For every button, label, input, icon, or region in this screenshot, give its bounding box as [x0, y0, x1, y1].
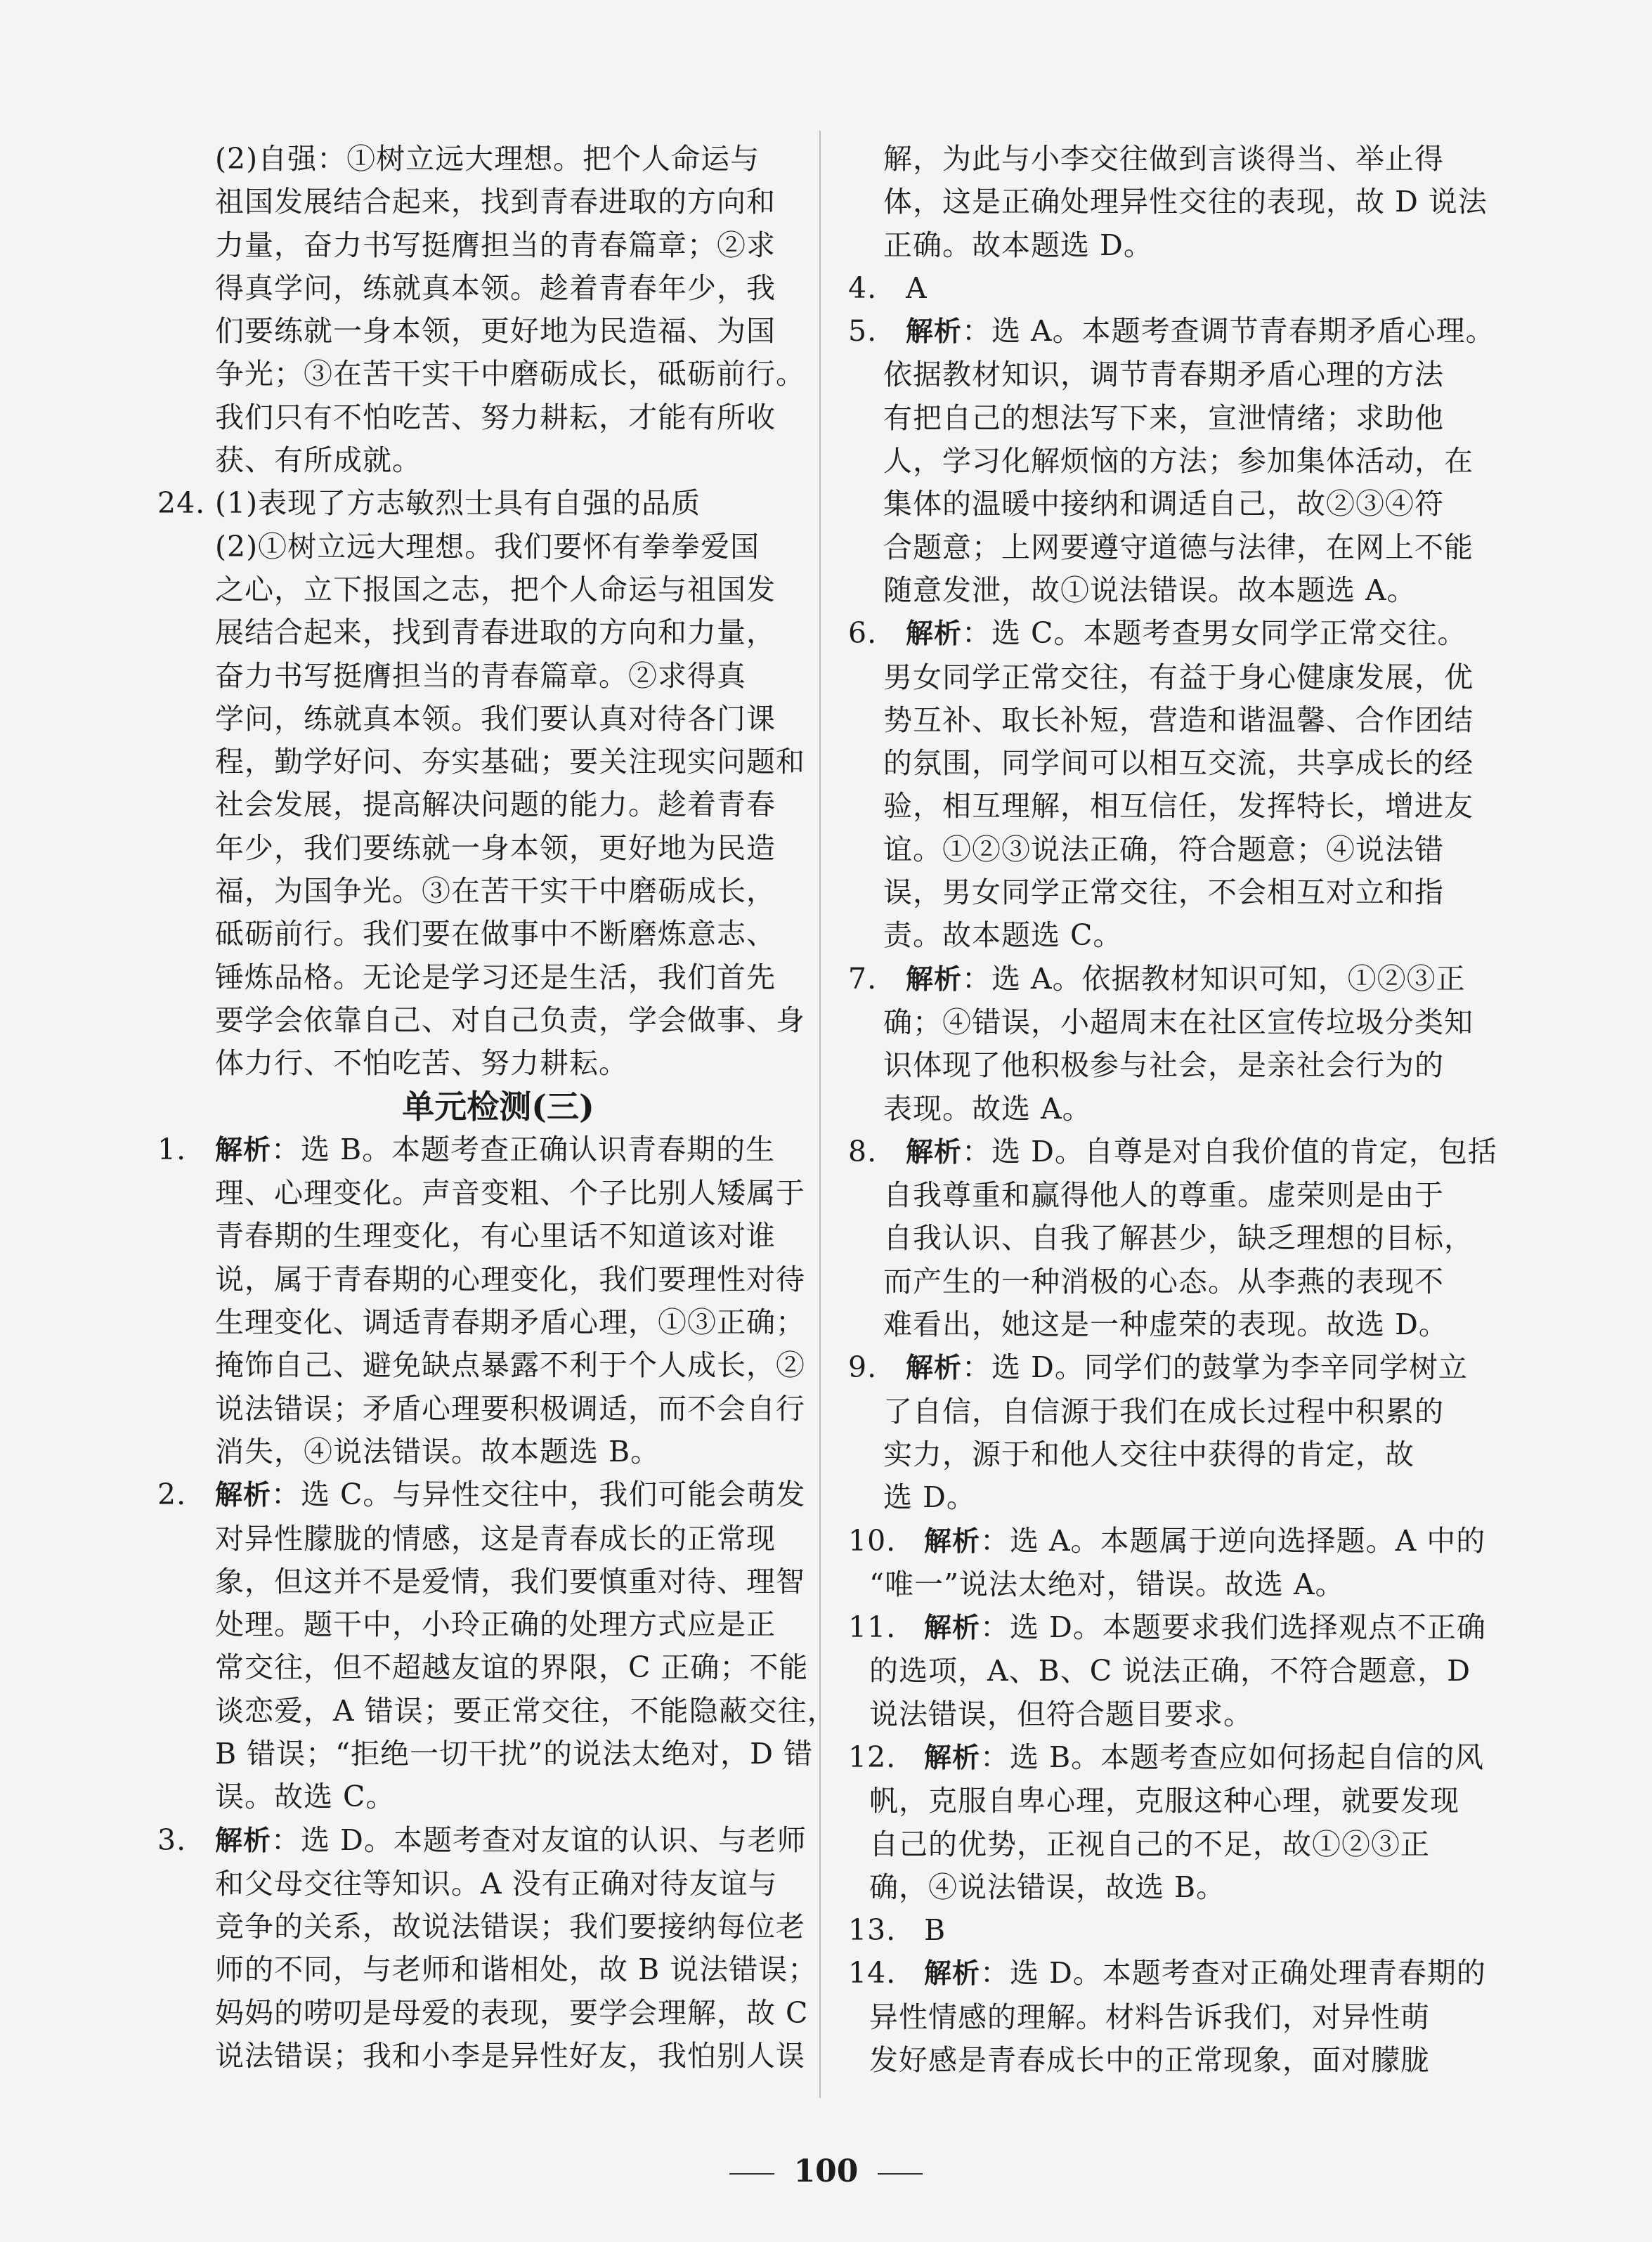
text-line	[157, 1646, 809, 1689]
text-line	[848, 440, 1495, 483]
line-text: 学问，练就真本领。我们要认真对待各门课	[215, 701, 776, 736]
line-text: 识体现了他积极参与社会，是亲社会行为的	[883, 1048, 1444, 1083]
line-text: 之心，立下报国之志，把个人命运与祖国发	[215, 572, 776, 606]
text-line	[157, 1819, 807, 1863]
text-line	[848, 656, 1495, 699]
line-text: 象，但这并不是爱情，我们要慎重对待、理智	[215, 1564, 805, 1598]
line-text: 祖国发展结合起来，找到青春进取的方向和	[215, 185, 776, 219]
left-column	[157, 138, 837, 2078]
analysis-keyword: 解析	[215, 1825, 272, 1857]
text-line	[848, 138, 1495, 181]
line-text: ：选 C。本题考查男女同学正常交往。	[962, 616, 1467, 651]
line-text: 说法错误，但符合题目要求。	[869, 1697, 1253, 1731]
line-text: 对异性朦胧的情感，这是青春成长的正常现	[215, 1521, 776, 1556]
line-text: ：选 A。依据教材知识可知，①②③正	[962, 961, 1466, 996]
line-text: 验，相互理解，相互信任，发挥特长，增进友	[883, 789, 1474, 823]
text-line	[157, 396, 797, 439]
text-line	[848, 958, 1495, 1001]
line-text: 难看出，她这是一种虚荣的表现。故选 D。	[883, 1308, 1448, 1342]
line-text: 社会发展，提高解决问题的能力。趁着青春	[215, 788, 776, 822]
line-text: 生理变化、调适青春期矛盾心理，①③正确；	[215, 1305, 805, 1340]
footer-dash-right	[878, 2173, 923, 2175]
line-text: ：选 B。本题考查正确认识青春期的生	[271, 1132, 776, 1166]
text-line	[157, 1690, 837, 1733]
analysis-keyword: 解析	[924, 1958, 981, 1990]
line-text: 依据教材知识，调节青春期矛盾心理的方法	[883, 358, 1444, 392]
column-divider	[819, 131, 821, 2098]
question-number: 11.	[848, 1610, 897, 1645]
line-text: 误。故选 C。	[215, 1780, 396, 1814]
line-text: 谊。①②③说法正确，符合题意；④说法错	[883, 832, 1444, 866]
line-text: 自我认识、自我了解甚少，缺乏理想的目标，	[883, 1221, 1474, 1256]
line-text: 我们只有不怕吃苦、努力耕耘，才能有所收	[215, 400, 776, 434]
line-text: 青春期的生理变化，有心里话不知道该对谁	[215, 1219, 776, 1253]
text-line	[157, 1775, 797, 1818]
line-text: ：选 C。与异性交往中，我们可能会萌发	[271, 1478, 806, 1512]
text-line	[157, 1128, 797, 1172]
section-title: 单元检测(三)	[402, 1087, 594, 1126]
line-text: ：选 A。本题属于逆向选择题。A 中的	[980, 1523, 1486, 1558]
line-text: 势互补、取长补短，营造和谐温馨、合作团结	[883, 703, 1474, 737]
text-line	[848, 1174, 1495, 1217]
line-text: 常交往，但不超越友谊的界限，C 正确；不能	[215, 1650, 809, 1685]
line-text: A	[906, 271, 928, 305]
text-line	[848, 1823, 1495, 1866]
text-line	[848, 1996, 1495, 2039]
line-text: (1)表现了方志敏烈士具有自强的品质	[215, 486, 701, 521]
text-line	[848, 914, 1495, 957]
text-line	[848, 397, 1495, 440]
text-line	[157, 655, 797, 698]
line-text: ：选 D。同学们的鼓掌为李辛同学树立	[962, 1350, 1468, 1385]
line-text: 谈恋爱，A 错误；要正常交往，不能隐蔽交往，	[215, 1693, 837, 1728]
line-text: ：选 D。本题要求我们选择观点不正确	[980, 1610, 1486, 1645]
line-text: 争光；③在苦干实干中磨砺成长，砥砺前行。	[215, 357, 805, 391]
text-line	[848, 1736, 1495, 1780]
text-line	[848, 828, 1495, 871]
text-line	[848, 310, 1495, 353]
line-text: “唯一”说法太绝对，错误。故选 A。	[869, 1567, 1345, 1601]
text-line	[157, 1042, 797, 1085]
line-text: 集体的温暖中接纳和调适自己，故②③④符	[883, 487, 1444, 521]
line-text: 责。故本题选 C。	[883, 918, 1123, 953]
line-text: 的氛围，同学间可以相互交流，共享成长的经	[883, 746, 1474, 781]
text-line	[157, 870, 797, 913]
line-text: 确，④说法错误，故选 B。	[869, 1870, 1226, 1904]
line-text: 处理。题干中，小玲正确的处理方式应是正	[215, 1608, 776, 1642]
text-line	[157, 1215, 797, 1258]
text-line	[157, 310, 797, 353]
text-line	[848, 224, 1495, 267]
line-text: 力量，奋力书写挺膺担当的青春篇章；②求	[215, 228, 776, 262]
line-text: 得真学问，练就真本领。趁着青春年少，我	[215, 271, 776, 305]
analysis-keyword: 解析	[906, 963, 963, 996]
line-text: 程，勤学好问、夯实基础；要关注现实问题和	[215, 745, 805, 779]
line-text: 正确。故本题选 D。	[883, 228, 1153, 262]
text-line	[157, 1863, 797, 1905]
text-line	[848, 1044, 1495, 1087]
text-line	[157, 1473, 806, 1517]
text-line	[848, 1088, 1495, 1130]
text-line	[157, 999, 805, 1042]
line-text: 砥砺前行。我们要在做事中不断磨炼意志、	[215, 917, 776, 951]
line-text: 实力，源于和他人交往中获得的肯定，故	[883, 1437, 1414, 1471]
text-line	[848, 742, 1495, 785]
line-text: 男女同学正常交往，有益于身心健康发展，优	[883, 660, 1474, 694]
line-text: 年少，我们要练就一身本领，更好地为民造	[215, 830, 776, 865]
text-line	[848, 1650, 1495, 1693]
text-line	[157, 698, 797, 741]
line-text: 发好感是青春成长中的正常现象，面对朦胧	[869, 2043, 1430, 2078]
line-text: 确；④错误，小超周末在社区宣传垃圾分类知	[883, 1005, 1474, 1039]
line-text: 消失，④说法错误。故本题选 B。	[215, 1434, 661, 1468]
text-line	[157, 1733, 813, 1775]
text-line	[157, 1301, 805, 1344]
line-text: 锤炼品格。无论是学习还是生活，我们首先	[215, 960, 776, 994]
text-line	[157, 611, 797, 654]
text-line	[157, 1992, 809, 2035]
right-column	[848, 138, 1495, 2082]
question-number: 6.	[848, 616, 878, 651]
line-text: (2)自强：①树立远大理想。把个人命运与	[215, 142, 760, 176]
text-line	[848, 699, 1495, 742]
text-line	[157, 1172, 805, 1215]
text-line	[848, 526, 1495, 569]
line-text: 掩饰自己、避免缺点暴露不利于个人成长，②	[215, 1348, 805, 1383]
text-line	[848, 1390, 1495, 1433]
line-text: 合题意；上网要遵守道德与法律，在网上不能	[883, 530, 1474, 564]
line-text: 和父母交往等知识。A 没有正确对待友谊与	[215, 1866, 778, 1901]
text-line	[848, 2039, 1495, 2082]
question-number: 5.	[848, 314, 878, 348]
line-text: 自己的优势，正视自己的不足，故①②③正	[869, 1827, 1430, 1861]
question-number: 2.	[157, 1478, 187, 1512]
text-line	[157, 439, 797, 482]
text-line	[848, 1001, 1495, 1044]
line-text: 竞争的关系，故说法错误；我们要接纳每位老	[215, 1910, 805, 1944]
line-text: 了自信，自信源于我们在成长过程中积累的	[883, 1394, 1444, 1428]
text-line	[157, 267, 797, 310]
text-line	[157, 526, 797, 568]
text-line	[848, 1693, 1495, 1736]
line-text: 说，属于青春期的心理变化，我们要理性对待	[215, 1262, 805, 1296]
line-text: 体力行、不怕吃苦、努力耕耘。	[215, 1046, 628, 1081]
line-text: 自我尊重和赢得他人的尊重。虚荣则是由于	[883, 1178, 1444, 1213]
text-line	[848, 1606, 1495, 1650]
analysis-keyword: 解析	[906, 1353, 963, 1385]
text-line	[848, 181, 1495, 223]
analysis-keyword: 解析	[906, 618, 963, 651]
text-line	[848, 1952, 1495, 1995]
text-line	[848, 1346, 1495, 1390]
line-text: 展结合起来，找到青春进取的方向和力量，	[215, 615, 776, 650]
line-text: ：选 B。本题考查应如何扬起自信的风	[980, 1740, 1485, 1774]
line-text: 师的不同，与老师和谐相处，故 B 说法错误；	[215, 1953, 818, 1987]
text-line	[848, 1217, 1495, 1260]
text-line	[848, 1866, 1495, 1909]
line-text: 说法错误；矛盾心理要积极调适，而不会自行	[215, 1391, 805, 1426]
text-line	[157, 181, 797, 223]
line-text: 误，男女同学正常交往，不会相互对立和指	[883, 875, 1444, 910]
text-line	[157, 1905, 805, 1948]
question-number: 7.	[848, 961, 878, 996]
text-line	[848, 1520, 1495, 1563]
text-line	[848, 1909, 1495, 1952]
text-line	[848, 1260, 1495, 1303]
text-line	[848, 1563, 1495, 1606]
line-text: B	[924, 1913, 947, 1948]
line-text: 解，为此与小李交往做到言谈得当、举止得	[883, 142, 1444, 176]
line-text: ：选 A。本题考查调节青春期矛盾心理。	[962, 314, 1495, 348]
text-line	[157, 913, 797, 956]
text-line	[157, 1430, 797, 1473]
line-text: 理、心理变化。声音变粗、个子比别人矮属于	[215, 1176, 805, 1211]
text-line	[157, 956, 797, 999]
line-text: 随意发泄，故①说法错误。故本题选 A。	[883, 573, 1417, 607]
line-text: 说法错误；我和小李是异性好友，我怕别人误	[215, 2039, 805, 2073]
text-line	[848, 1130, 1495, 1174]
analysis-keyword: 解析	[215, 1134, 272, 1166]
text-line	[157, 568, 797, 611]
line-text: ：选 D。本题考查对友谊的认识、与老师	[271, 1823, 807, 1857]
line-text: 要学会依靠自己、对自己负责，学会做事、身	[215, 1003, 805, 1037]
text-line	[157, 1388, 805, 1430]
question-number: 3.	[157, 1823, 187, 1857]
line-text: 获、有所成就。	[215, 443, 422, 478]
text-line	[848, 1476, 1495, 1519]
text-line	[157, 1344, 805, 1387]
line-text: 帆，克服自卑心理，克服这种心理，就要发现	[869, 1784, 1459, 1818]
line-text: B 错误；“拒绝一切干扰”的说法太绝对，D 错	[215, 1736, 813, 1771]
text-line	[848, 1780, 1495, 1823]
line-text: 表现。故选 A。	[883, 1091, 1092, 1126]
analysis-keyword: 解析	[906, 1136, 963, 1168]
analysis-keyword: 解析	[924, 1612, 981, 1645]
line-text: 有把自己的想法写下来，宣泄情绪；求助他	[883, 400, 1444, 435]
text-line	[157, 138, 797, 181]
text-line	[848, 267, 1495, 310]
question-number: 9.	[848, 1350, 878, 1385]
line-text: 选 D。	[883, 1480, 976, 1515]
text-line	[157, 1518, 797, 1560]
line-text: 妈妈的唠叨是母爱的表现，要学会理解，故 C	[215, 1995, 809, 2030]
line-text: ：选 D。自尊是对自我价值的肯定，包括	[962, 1134, 1497, 1168]
line-text: (2)①树立远大理想。我们要怀有拳拳爱国	[215, 529, 760, 563]
line-text: ：选 D。本题考查对正确处理青春期的	[980, 1956, 1486, 1990]
text-line	[848, 1303, 1495, 1346]
text-line	[848, 1433, 1495, 1476]
text-line	[157, 741, 805, 783]
analysis-keyword: 解析	[924, 1742, 981, 1774]
text-line	[848, 612, 1495, 656]
line-text: 而产生的一种消极的心态。从李燕的表现不	[883, 1264, 1444, 1298]
text-line	[157, 224, 797, 267]
analysis-keyword: 解析	[215, 1480, 272, 1512]
text-line	[848, 483, 1495, 526]
question-number: 13.	[848, 1913, 897, 1948]
analysis-keyword: 解析	[924, 1525, 981, 1558]
line-text: 体，这是正确处理异性交往的表现，故 D 说法	[883, 185, 1488, 219]
page-number: 100	[793, 2153, 859, 2189]
line-text: 异性情感的理解。材料告诉我们，对异性萌	[869, 2000, 1430, 2034]
line-text: 人，学习化解烦恼的方法；参加集体活动，在	[883, 444, 1474, 478]
text-line	[157, 1948, 818, 1991]
question-number: 4.	[848, 271, 878, 305]
line-text: 奋力书写挺膺担当的青春篇章。②求得真	[215, 658, 746, 693]
text-line	[157, 827, 797, 870]
text-line	[157, 1560, 805, 1603]
page-footer	[0, 2153, 1652, 2189]
question-number: 8.	[848, 1134, 878, 1168]
text-line	[157, 1603, 797, 1646]
analysis-keyword: 解析	[906, 316, 963, 348]
text-line	[848, 353, 1495, 396]
text-line	[157, 783, 797, 826]
line-text: 的选项，A、B、C 说法正确，不符合题意，D	[869, 1654, 1471, 1688]
line-text: 们要练就一身本领，更好地为民造福、为国	[215, 314, 776, 348]
question-number: 24.	[157, 486, 206, 521]
question-number: 10.	[848, 1523, 897, 1558]
text-line	[157, 1258, 805, 1301]
text-line	[848, 871, 1495, 914]
text-line	[157, 482, 797, 525]
text-line	[157, 2035, 805, 2078]
text-line	[157, 353, 805, 396]
text-line	[848, 785, 1495, 828]
text-line	[848, 569, 1495, 612]
question-number: 14.	[848, 1956, 897, 1990]
footer-dash-left	[729, 2173, 774, 2175]
line-text: 福，为国争光。③在苦干实干中磨砺成长，	[215, 874, 776, 908]
question-number: 1.	[157, 1132, 187, 1166]
question-number: 12.	[848, 1740, 897, 1774]
